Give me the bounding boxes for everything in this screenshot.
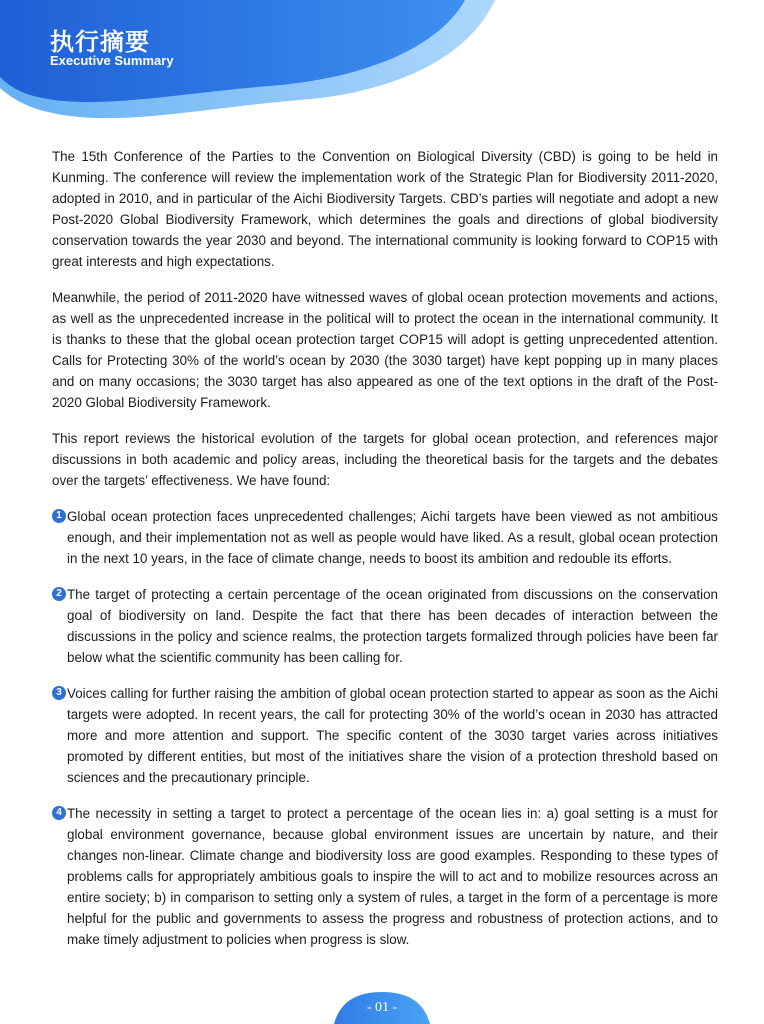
paragraph: The 15th Conference of the Parties to the Convention on Biological Diversity (CBD) is going to be held in Kunming. The conference will review the implementation work of the Strategic Plan for Biodiversity 2011-2020, adopted in 2010, and in particular of the Aichi Biodiversity Targets. CBD’s parties will negotiate and adopt a new Post-2020 Global Biodiversity Framework, which determines the goals and directions of global biodiversity conservation towards the year 2030 and beyond. The international community is looking forward to COP15 with great interests and high expectations. xyxy=(52,149,718,269)
finding-number-badge: 1 xyxy=(52,509,66,523)
finding-item xyxy=(52,683,718,788)
paragraph: Meanwhile, the period of 2011-2020 have witnessed waves of global ocean protection movements and actions, as well as the unprecedented increase in the political will to protect the ocean in the international community. It is thanks to these that the global ocean protection target COP15 will adopt is getting unprecedented attention. Calls for Protecting 30% of the world’s ocean by 2030 (the 3030 target) have kept popping up in many places and on many occasions; the 3030 target has also appeared as one of the text options in the draft of the Post-2020 Global Biodiversity Framework. xyxy=(52,290,718,410)
page-number: - 01 - xyxy=(366,1000,398,1015)
header-wave-decoration xyxy=(0,0,764,140)
finding-number-badge: 4 xyxy=(52,806,66,820)
finding-number-badge: 3 xyxy=(52,686,66,700)
finding-number-badge: 2 xyxy=(52,587,66,601)
section-title-english: Executive Summary xyxy=(50,53,174,68)
paragraph: This report reviews the historical evolution of the targets for global ocean protection, and references major discussions in both academic and policy areas, including the theoretical basis for the targets and the debates over the targets’ effectiveness. We have found: xyxy=(52,431,718,488)
finding-text: Voices calling for further raising the ambition of global ocean protection started to appear as soon as the Aichi targets were adopted. In recent years, the call for protecting 30% of the world’s ocean in 2030 has attracted more and more attention and support. The specific content of the 3030 target varies across initiatives promoted by different entities, but most of the initiatives share the vision of a protection threshold based on sciences and the precautionary principle. xyxy=(67,686,718,785)
finding-item xyxy=(52,506,718,569)
finding-text: Global ocean protection faces unprecedented challenges; Aichi targets have been viewed as not ambitious enough, and their implementation not as well as people would have liked. As a result, global ocean protection in the next 10 years, in the face of climate change, needs to boost its ambition and redouble its efforts. xyxy=(67,509,718,566)
finding-item xyxy=(52,803,718,950)
section-title-chinese: 执行摘要 xyxy=(50,28,150,56)
finding-text: The target of protecting a certain percentage of the ocean originated from discussions on the conservation goal of biodiversity on land. Despite the fact that there has been decades of interaction between the discussions in the policy and science realms, the protection targets formalized through policies have been far below what the scientific community has been calling for. xyxy=(67,587,718,665)
finding-text: The necessity in setting a target to protect a percentage of the ocean lies in: a) goal setting is a must for global environment governance, because global environment issues are uncertain by nature, and their changes non-linear. Climate change and biodiversity loss are good examples. Responding to these types of problems calls for appropriately ambitious goals to inspire the will to act and to mobilize resources across an entire society; b) in comparison to setting only a system of rules, a target in the form of a percentage is more helpful for the public and governments to assess the progress and robustness of protection actions, and to make timely adjustment to policies when progress is slow. xyxy=(67,806,718,947)
summary-body xyxy=(52,146,718,965)
finding-item xyxy=(52,584,718,668)
